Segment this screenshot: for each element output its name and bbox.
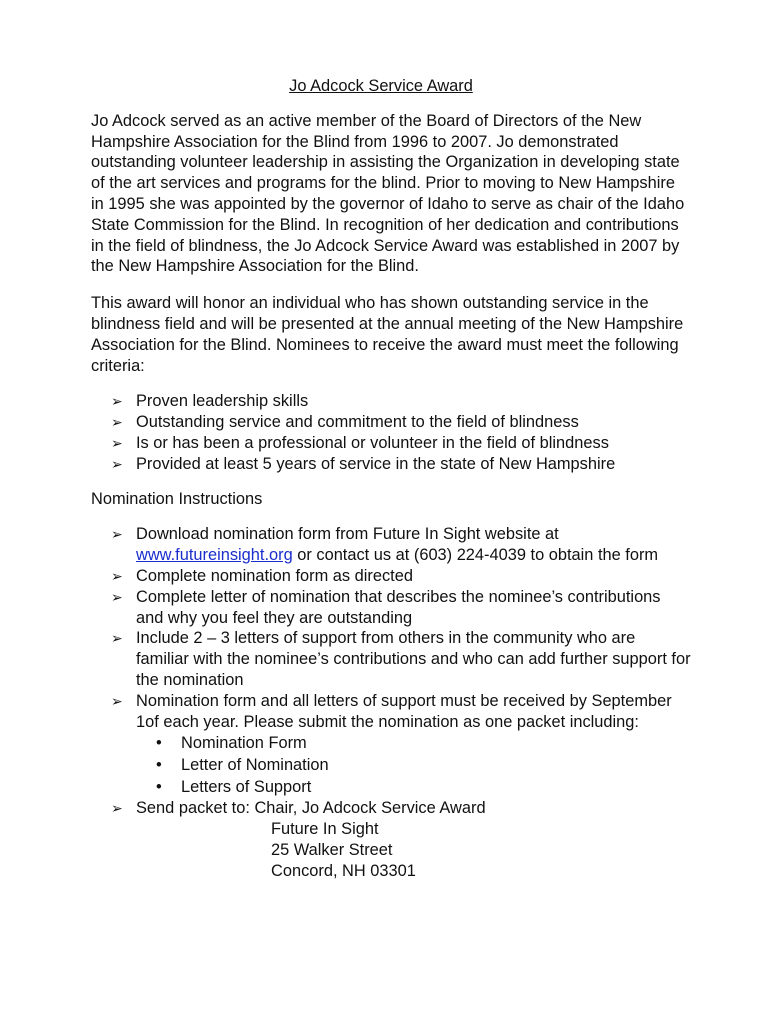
criteria-item [91,412,691,433]
criteria-item [91,454,691,475]
instruction-item [91,798,691,881]
instruction-item [91,566,691,587]
criteria-item [91,433,691,454]
instruction-item [91,691,691,799]
arrow-bullet-icon: ➢ [111,800,123,817]
arrow-bullet-icon: ➢ [111,414,123,431]
arrow-bullet-icon: ➢ [111,692,123,709]
packet-item-text: Letters of Support [181,778,312,797]
packet-items-list [136,732,691,798]
document-page [91,76,691,896]
address-line: 25 Walker Street [271,840,393,859]
instruction-item [91,524,691,566]
arrow-bullet-icon: ➢ [111,567,123,584]
arrow-bullet-icon: ➢ [111,588,123,605]
criteria-item [91,391,691,412]
instruction-item [91,628,691,690]
mailing-address [271,819,691,881]
document-title: Jo Adcock Service Award [289,77,473,95]
arrow-bullet-icon: ➢ [111,630,123,647]
arrow-bullet-icon: ➢ [111,455,123,472]
arrow-bullet-icon: ➢ [111,393,123,410]
instructions-list [91,524,691,881]
arrow-bullet-icon: ➢ [111,526,123,543]
instruction-text: Include 2 – 3 letters of support from others in the community who are familiar with the nominee’s contributions and who can add further support for the nomination [136,629,691,689]
dot-bullet-icon: • [156,756,162,775]
packet-item [136,776,691,798]
instruction-text: Nomination form and all letters of support must be received by September 1of each year. Please submit the nomination as one packet including: [136,691,672,731]
packet-item-text: Letter of Nomination [181,756,329,775]
packet-item-text: Nomination Form [181,734,307,753]
instruction-text: Complete letter of nomination that describes the nominee’s contributions and why you feel they are outstanding [136,587,661,627]
criteria-list [91,391,691,474]
website-link[interactable]: www.futureinsight.org [136,546,293,565]
criteria-intro-paragraph: This award will honor an individual who has shown outstanding service in the blindness field and will be presented at the annual meeting of the New Hampshire Association for the Blind. Nominees to receive the award must meet the following criteria: [91,294,684,375]
instruction-text: or contact us at (603) 224-4039 to obtain the form [292,546,659,565]
address-line: Future In Sight [271,820,379,839]
instruction-text: Send packet to: Chair, Jo Adcock Service Award [136,799,486,818]
criteria-item-text: Provided at least 5 years of service in the state of New Hampshire [136,454,616,473]
arrow-bullet-icon: ➢ [111,434,123,451]
dot-bullet-icon: • [156,734,162,753]
criteria-item-text: Outstanding service and commitment to the field of blindness [136,413,579,432]
criteria-item-text: Is or has been a professional or volunteer in the field of blindness [136,433,609,452]
packet-item [136,754,691,776]
instruction-item [91,587,691,629]
packet-item [136,732,691,754]
criteria-item-text: Proven leadership skills [136,392,309,411]
dot-bullet-icon: • [156,778,162,797]
instructions-heading: Nomination Instructions [91,489,263,508]
address-line: Concord, NH 03301 [271,861,416,880]
instruction-text: Complete nomination form as directed [136,566,413,585]
intro-paragraph: Jo Adcock served as an active member of the Board of Directors of the New Hampshire Association for the Blind from 1996 to 2007. Jo demonstrated outstanding volunteer leadership in assisting the Organization in developing state of the art services and programs for the blind. Prior to moving to New Hampshire in 1995 she was appointed by the governor of Idaho to serve as chair of the Idaho State Commission for the Blind. In recognition of her dedication and contributions in the field of blindness, the Jo Adcock Service Award was established in 2007 by the New Hampshire Association for the Blind. [91,111,685,276]
instruction-text: Download nomination form from Future In Sight website at [136,525,559,544]
